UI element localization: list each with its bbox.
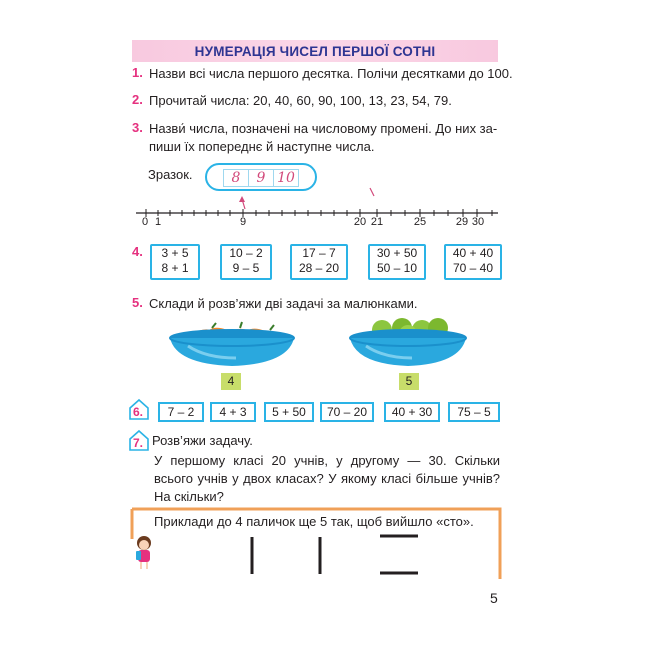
expression-bottom: 50 – 10 xyxy=(376,261,418,275)
expression-top: 3 + 5 xyxy=(161,246,189,260)
expression-6-6: 75 – 5 xyxy=(448,402,500,422)
expression-bottom: 9 – 5 xyxy=(232,261,260,275)
expression-top: 40 + 40 xyxy=(452,246,494,260)
expression-6-5: 40 + 30 xyxy=(384,402,440,422)
sample-label: Зразок. xyxy=(148,167,193,182)
expression-bottom: 70 – 40 xyxy=(452,261,494,275)
expression-box-1 xyxy=(150,244,200,280)
number-line xyxy=(130,186,505,218)
task-5-number: 5. xyxy=(132,295,143,310)
task-5-text: Склади й розв’яжи дві задачі за малюнками. xyxy=(149,296,418,311)
expression-top: 10 – 2 xyxy=(229,246,263,260)
tick-label-9: 9 xyxy=(239,216,247,228)
bowl-with-apples-image xyxy=(346,316,470,368)
sample-cell-next: 10 xyxy=(273,169,299,187)
tick-label-20: 20 xyxy=(353,216,367,228)
task-1-text: Назви всі числа першого десятка. Полічи десятками до 100. xyxy=(149,66,513,81)
task-3-line-2: пиши їх попереднє й наступне числа. xyxy=(149,139,375,154)
answer-box-1: 4 xyxy=(221,373,241,390)
expression-top: 17 – 7 xyxy=(302,246,336,260)
puzzle-text: Приклади до 4 паличок ще 5 так, щоб вийшло «сто». xyxy=(154,514,474,529)
task-2-text: Прочитай числа: 20, 40, 60, 90, 100, 13, 23, 54, 79. xyxy=(149,93,452,108)
tick-label-0: 0 xyxy=(141,216,149,228)
page-number: 5 xyxy=(490,590,498,606)
tick-label-21: 21 xyxy=(370,216,384,228)
task-7-story: У першому класі 20 учнів, у другому — 30. Скільки всього учнів у двох класах? У якому класі більше учнів? На скільки? xyxy=(154,453,500,504)
expression-bottom: 28 – 20 xyxy=(298,261,340,275)
expression-6-4: 70 – 20 xyxy=(320,402,374,422)
tick-label-29: 29 xyxy=(455,216,469,228)
page-title: НУМЕРАЦІЯ ЧИСЕЛ ПЕРШОЇ СОТНІ xyxy=(194,43,436,59)
task-7-number: 7. xyxy=(133,436,144,450)
bowl-with-carrots-image xyxy=(166,318,298,368)
expression-top: 30 + 50 xyxy=(376,246,418,260)
task-6-number: 6. xyxy=(133,405,144,419)
sample-cell-current: 9 xyxy=(248,169,274,187)
expression-box-5 xyxy=(444,244,502,280)
arrow-head-icon xyxy=(239,196,245,202)
sample-cell-prev: 8 xyxy=(223,169,249,187)
task-3-line-1: Назви́ числа, позначені на числовому промені. До них за- xyxy=(149,121,498,136)
expression-box-3 xyxy=(290,244,348,280)
expression-6-2: 4 + 3 xyxy=(210,402,256,422)
expression-6-1: 7 – 2 xyxy=(158,402,204,422)
task-4-number: 4. xyxy=(132,244,143,259)
task-2-number: 2. xyxy=(132,92,143,107)
expression-6-3: 5 + 50 xyxy=(264,402,314,422)
expression-box-2 xyxy=(220,244,272,280)
girl-character-image xyxy=(132,535,156,571)
task-3-number: 3. xyxy=(132,120,143,135)
task-7-text: Розв’яжи задачу. xyxy=(152,433,253,448)
tick-label-1: 1 xyxy=(154,216,162,228)
sticks-puzzle xyxy=(240,532,430,578)
title-bar xyxy=(132,40,498,62)
tick-label-30: 30 xyxy=(471,216,485,228)
answer-box-2: 5 xyxy=(399,373,419,390)
expression-bottom: 8 + 1 xyxy=(161,261,189,275)
sample-pointer xyxy=(370,188,374,196)
expression-box-4 xyxy=(368,244,426,280)
task-1-number: 1. xyxy=(132,65,143,80)
tick-label-25: 25 xyxy=(413,216,427,228)
